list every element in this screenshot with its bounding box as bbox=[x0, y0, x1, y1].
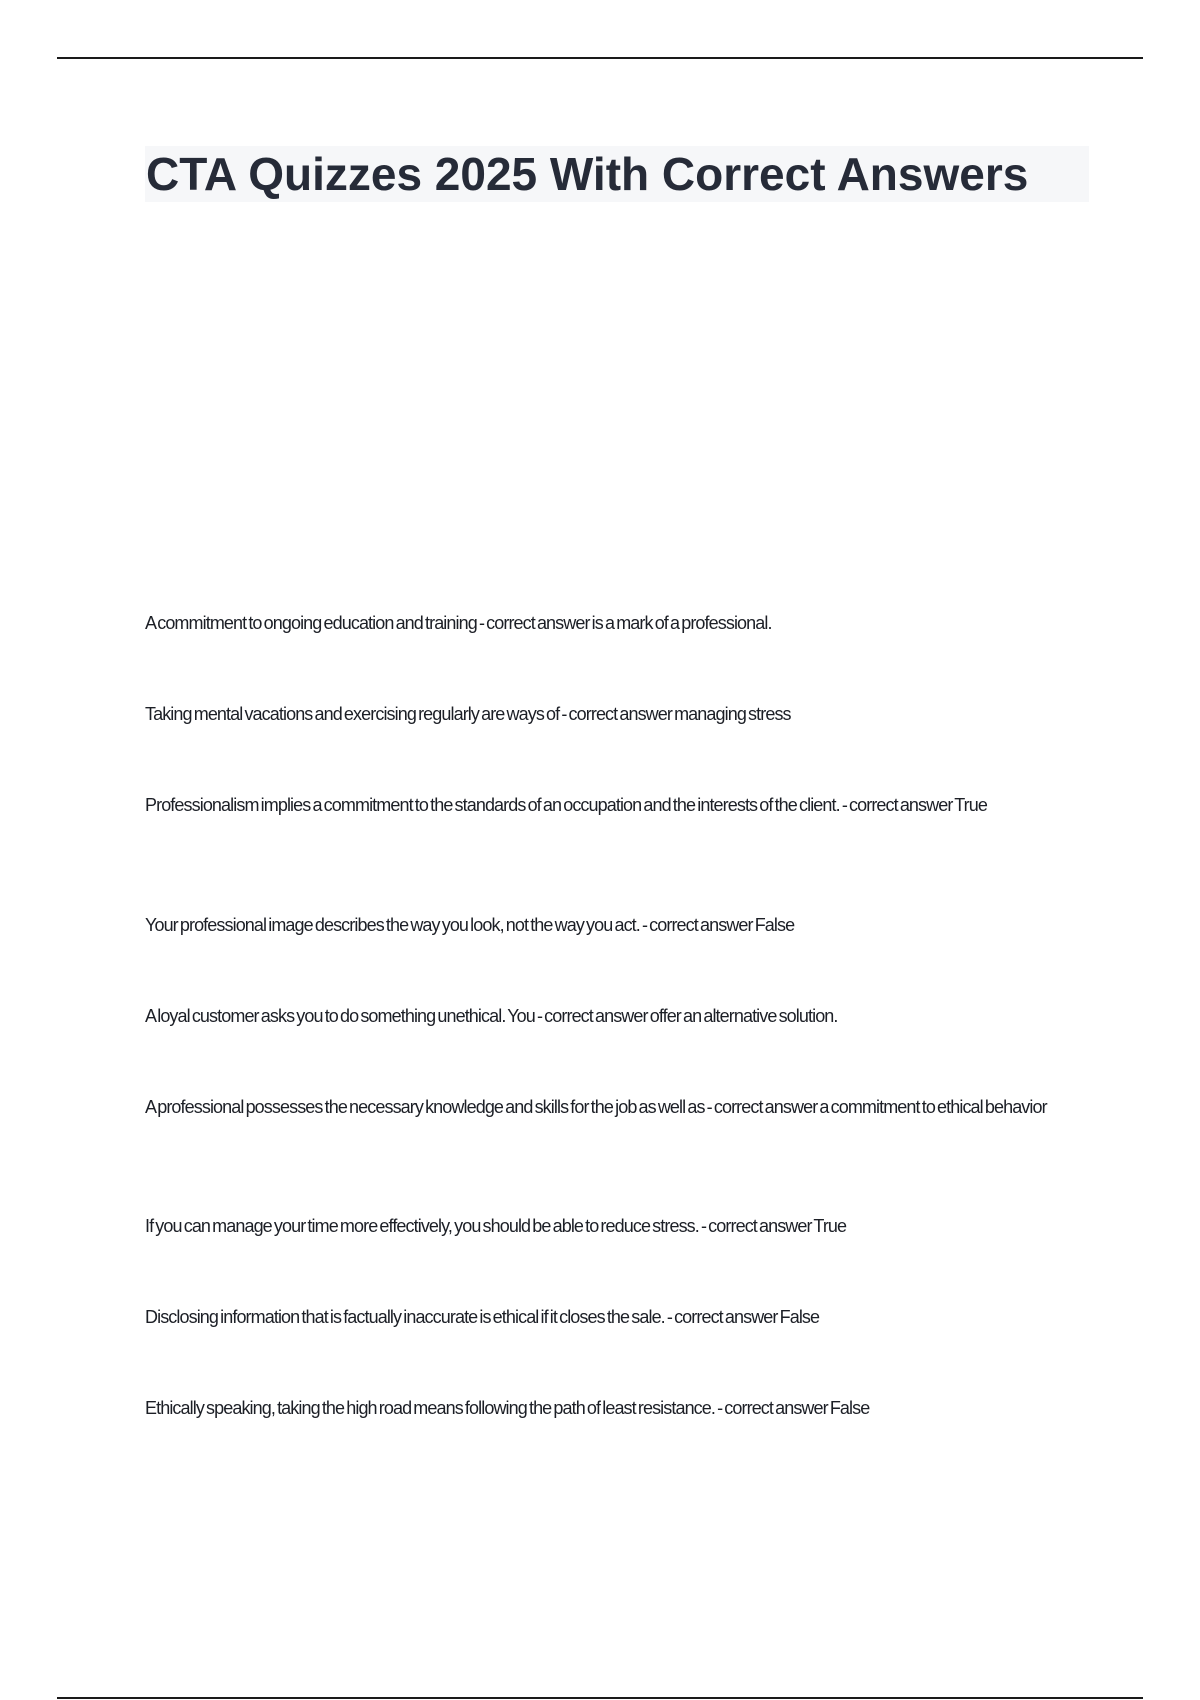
qa-item-1: A commitment to ongoing education and training - correct answer is a mark of a professional. bbox=[145, 613, 772, 633]
qa-item-8: Disclosing information that is factually inaccurate is ethical if it closes the sale. - correct answer False bbox=[145, 1307, 820, 1327]
title-banner bbox=[145, 146, 1089, 202]
page-title: CTA Quizzes 2025 With Correct Answers bbox=[146, 148, 1029, 200]
qa-item-5: A loyal customer asks you to do something unethical. You - correct answer offer an alternative solution. bbox=[145, 1006, 838, 1026]
qa-item-2: Taking mental vacations and exercising regularly are ways of - correct answer managing stress bbox=[145, 704, 791, 724]
top-rule bbox=[57, 57, 1143, 59]
qa-item-3: Professionalism implies a commitment to the standards of an occupation and the interests of the client. - correct answer True bbox=[145, 795, 987, 815]
qa-item-6: A professional possesses the necessary knowledge and skills for the job as well as - correct answer a commitment to ethical behavior bbox=[145, 1097, 1047, 1117]
qa-item-4: Your professional image describes the way you look, not the way you act. - correct answer False bbox=[145, 915, 795, 935]
qa-item-9: Ethically speaking, taking the high road means following the path of least resistance. - correct answer False bbox=[145, 1398, 870, 1418]
bottom-rule bbox=[57, 1697, 1143, 1699]
qa-item-7: If you can manage your time more effectively, you should be able to reduce stress. - correct answer True bbox=[145, 1216, 847, 1236]
